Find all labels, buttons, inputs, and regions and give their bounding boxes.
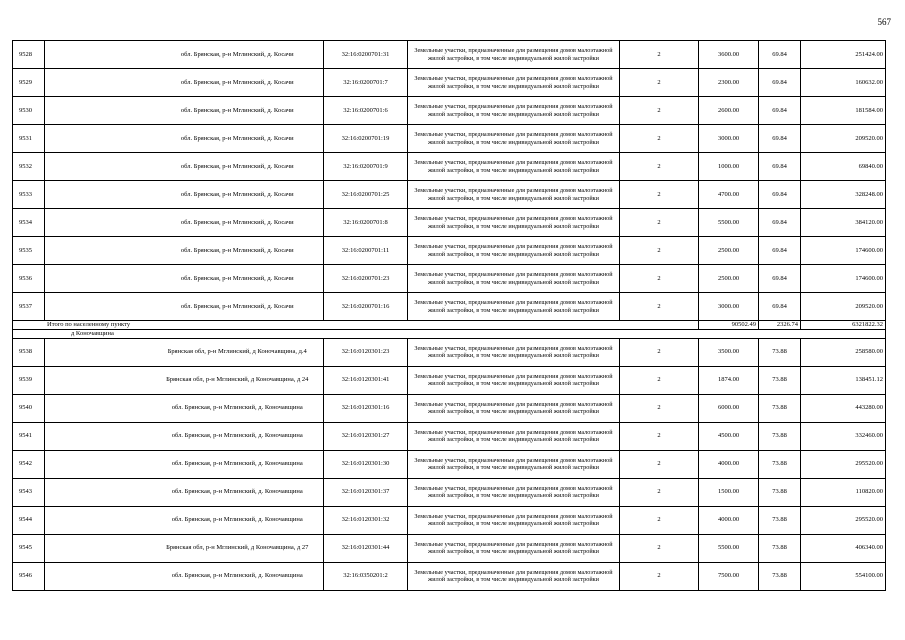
table-row <box>13 478 886 506</box>
row-number: 9541 <box>13 422 45 450</box>
address-cell: обл. Брянская, р-н Мглинский, д. Косачи <box>152 69 324 97</box>
table-row <box>13 338 886 366</box>
address-cell: обл. Брянская, р-н Мглинский, д. Коночавщина <box>152 506 324 534</box>
area-cell: 5500.00 <box>699 534 759 562</box>
row-number: 9539 <box>13 366 45 394</box>
cadastral-value-cell: 110820.00 <box>801 478 886 506</box>
address-cell: обл. Брянская, р-н Мглинский, д. Коночавщина <box>152 394 324 422</box>
land-use-cell: Земельные участки, предназначенные для размещения домов малоэтажной жилой застройки, в том числе индивидуальной жилой застройки <box>408 153 620 181</box>
rate-cell: 69.84 <box>759 237 801 265</box>
table-row <box>13 422 886 450</box>
table-row <box>13 450 886 478</box>
row-number: 9534 <box>13 209 45 237</box>
empty-cell <box>45 153 152 181</box>
empty-cell <box>45 534 152 562</box>
subtotal-section <box>13 321 886 339</box>
group-cell: 2 <box>620 237 699 265</box>
subtotal-rate: 2326.74 <box>759 321 801 330</box>
page-number: 567 <box>877 17 891 27</box>
cadastral-number-cell: 32:16:0120301:27 <box>324 422 408 450</box>
rate-cell: 73.88 <box>759 450 801 478</box>
land-use-cell: Земельные участки, предназначенные для размещения домов малоэтажной жилой застройки, в том числе индивидуальной жилой застройки <box>408 478 620 506</box>
group-cell: 2 <box>620 450 699 478</box>
area-cell: 4500.00 <box>699 422 759 450</box>
cadastral-value-cell: 295520.00 <box>801 506 886 534</box>
area-cell: 6000.00 <box>699 394 759 422</box>
locality-header-row <box>13 330 886 339</box>
row-number: 9532 <box>13 153 45 181</box>
land-use-cell: Земельные участки, предназначенные для размещения домов малоэтажной жилой застройки, в том числе индивидуальной жилой застройки <box>408 237 620 265</box>
land-use-cell: Земельные участки, предназначенные для размещения домов малоэтажной жилой застройки, в том числе индивидуальной жилой застройки <box>408 562 620 590</box>
cadastral-number-cell: 32:16:0200701:7 <box>324 69 408 97</box>
row-number: 9538 <box>13 338 45 366</box>
cadastral-value-cell: 332460.00 <box>801 422 886 450</box>
cadastral-value-cell: 251424.00 <box>801 41 886 69</box>
table-row <box>13 237 886 265</box>
group-cell: 2 <box>620 506 699 534</box>
rate-cell: 73.88 <box>759 422 801 450</box>
land-use-cell: Земельные участки, предназначенные для размещения домов малоэтажной жилой застройки, в том числе индивидуальной жилой застройки <box>408 265 620 293</box>
group-cell: 2 <box>620 153 699 181</box>
subtotal-value: 6321822.32 <box>801 321 886 330</box>
row-number: 9536 <box>13 265 45 293</box>
empty-cell <box>45 338 152 366</box>
cadastral-number-cell: 32:16:0120301:41 <box>324 366 408 394</box>
address-cell: обл. Брянская, р-н Мглинский, д. Коночавщина <box>152 478 324 506</box>
rate-cell: 69.84 <box>759 153 801 181</box>
rate-cell: 73.88 <box>759 338 801 366</box>
rate-cell: 69.84 <box>759 293 801 321</box>
row-number: 9537 <box>13 293 45 321</box>
row-number: 9535 <box>13 237 45 265</box>
cadastral-value-cell: 69840.00 <box>801 153 886 181</box>
empty-cell <box>45 506 152 534</box>
cadastral-number-cell: 32:16:0350201:2 <box>324 562 408 590</box>
group-cell: 2 <box>620 69 699 97</box>
table-body-locality-kosachi <box>13 41 886 321</box>
address-cell: обл. Брянская, р-н Мглинский, д. Косачи <box>152 153 324 181</box>
cadastral-number-cell: 32:16:0200701:8 <box>324 209 408 237</box>
empty-cell <box>45 41 152 69</box>
cadastral-value-cell: 328248.00 <box>801 181 886 209</box>
row-number: 9530 <box>13 97 45 125</box>
empty-cell <box>45 237 152 265</box>
land-use-cell: Земельные участки, предназначенные для размещения домов малоэтажной жилой застройки, в том числе индивидуальной жилой застройки <box>408 209 620 237</box>
row-number: 9545 <box>13 534 45 562</box>
row-number: 9533 <box>13 181 45 209</box>
rate-cell: 73.88 <box>759 366 801 394</box>
group-cell: 2 <box>620 562 699 590</box>
table-row <box>13 181 886 209</box>
subtotal-row <box>13 321 886 330</box>
address-cell: обл. Брянская, р-н Мглинский, д. Косачи <box>152 237 324 265</box>
cadastral-value-table <box>12 40 886 591</box>
rate-cell: 69.84 <box>759 41 801 69</box>
empty-cell <box>45 422 152 450</box>
cadastral-number-cell: 32:16:0200701:19 <box>324 125 408 153</box>
group-cell: 2 <box>620 422 699 450</box>
address-cell: обл. Брянская, р-н Мглинский, д. Косачи <box>152 209 324 237</box>
table-row <box>13 534 886 562</box>
area-cell: 4700.00 <box>699 181 759 209</box>
row-number: 9528 <box>13 41 45 69</box>
address-cell: Брянская обл, р-н Мглинский, д Коночавщина, д.4 <box>152 338 324 366</box>
address-cell: обл. Брянская, р-н Мглинский, д. Коночавщина <box>152 450 324 478</box>
table-body-locality-konochavshchina <box>13 338 886 590</box>
rate-cell: 69.84 <box>759 69 801 97</box>
group-cell: 2 <box>620 41 699 69</box>
row-number: 9546 <box>13 562 45 590</box>
table-row <box>13 394 886 422</box>
cadastral-number-cell: 32:16:0200701:16 <box>324 293 408 321</box>
rate-cell: 69.84 <box>759 97 801 125</box>
table-row <box>13 209 886 237</box>
cadastral-number-cell: 32:16:0120301:23 <box>324 338 408 366</box>
land-use-cell: Земельные участки, предназначенные для размещения домов малоэтажной жилой застройки, в том числе индивидуальной жилой застройки <box>408 534 620 562</box>
area-cell: 3500.00 <box>699 338 759 366</box>
rate-cell: 69.84 <box>759 265 801 293</box>
address-cell: обл. Брянская, р-н Мглинский, д. Косачи <box>152 41 324 69</box>
cadastral-value-cell: 443280.00 <box>801 394 886 422</box>
locality-name: д Коночавщина <box>13 330 886 339</box>
empty-cell <box>45 181 152 209</box>
area-cell: 2500.00 <box>699 237 759 265</box>
table-row <box>13 366 886 394</box>
empty-cell <box>45 209 152 237</box>
cadastral-value-cell: 138451.12 <box>801 366 886 394</box>
cadastral-value-cell: 295520.00 <box>801 450 886 478</box>
area-cell: 1000.00 <box>699 153 759 181</box>
address-cell: обл. Брянская, р-н Мглинский, д. Косачи <box>152 293 324 321</box>
land-use-cell: Земельные участки, предназначенные для размещения домов малоэтажной жилой застройки, в том числе индивидуальной жилой застройки <box>408 181 620 209</box>
rate-cell: 73.88 <box>759 562 801 590</box>
rate-cell: 69.84 <box>759 181 801 209</box>
group-cell: 2 <box>620 366 699 394</box>
group-cell: 2 <box>620 338 699 366</box>
cadastral-value-cell: 160632.00 <box>801 69 886 97</box>
cadastral-value-cell: 174600.00 <box>801 237 886 265</box>
address-cell: Брянская обл, р-н Мглинский, д Коночавщина, д 27 <box>152 534 324 562</box>
area-cell: 3600.00 <box>699 41 759 69</box>
empty-cell <box>45 69 152 97</box>
group-cell: 2 <box>620 265 699 293</box>
table-row <box>13 506 886 534</box>
table-row <box>13 153 886 181</box>
group-cell: 2 <box>620 97 699 125</box>
cadastral-value-cell: 209520.00 <box>801 293 886 321</box>
area-cell: 3000.00 <box>699 293 759 321</box>
group-cell: 2 <box>620 181 699 209</box>
rate-cell: 73.88 <box>759 394 801 422</box>
table-row <box>13 562 886 590</box>
cadastral-number-cell: 32:16:0200701:6 <box>324 97 408 125</box>
table-row <box>13 97 886 125</box>
empty-cell <box>45 394 152 422</box>
land-use-cell: Земельные участки, предназначенные для размещения домов малоэтажной жилой застройки, в том числе индивидуальной жилой застройки <box>408 366 620 394</box>
row-number: 9540 <box>13 394 45 422</box>
empty-cell <box>45 366 152 394</box>
address-cell: обл. Брянская, р-н Мглинский, д. Коночавщина <box>152 422 324 450</box>
group-cell: 2 <box>620 125 699 153</box>
area-cell: 1874.00 <box>699 366 759 394</box>
cadastral-number-cell: 32:16:0200701:11 <box>324 237 408 265</box>
rate-cell: 73.88 <box>759 534 801 562</box>
land-use-cell: Земельные участки, предназначенные для размещения домов малоэтажной жилой застройки, в том числе индивидуальной жилой застройки <box>408 293 620 321</box>
subtotal-label: Итого по населенному пункту <box>13 321 408 330</box>
rate-cell: 73.88 <box>759 506 801 534</box>
cadastral-value-cell: 554100.00 <box>801 562 886 590</box>
address-cell: Брянская обл, р-н Мглинский, д Коночавщина, д 24 <box>152 366 324 394</box>
table-row <box>13 265 886 293</box>
group-cell: 2 <box>620 209 699 237</box>
land-use-cell: Земельные участки, предназначенные для размещения домов малоэтажной жилой застройки, в том числе индивидуальной жилой застройки <box>408 125 620 153</box>
empty-cell <box>45 97 152 125</box>
cadastral-value-cell: 181584.00 <box>801 97 886 125</box>
address-cell: обл. Брянская, р-н Мглинский, д. Косачи <box>152 125 324 153</box>
empty-cell <box>45 125 152 153</box>
area-cell: 4000.00 <box>699 450 759 478</box>
empty-cell <box>45 450 152 478</box>
area-cell: 3000.00 <box>699 125 759 153</box>
group-cell: 2 <box>620 534 699 562</box>
empty-cell <box>45 562 152 590</box>
cadastral-number-cell: 32:16:0200701:9 <box>324 153 408 181</box>
land-use-cell: Земельные участки, предназначенные для размещения домов малоэтажной жилой застройки, в том числе индивидуальной жилой застройки <box>408 450 620 478</box>
address-cell: обл. Брянская, р-н Мглинский, д. Косачи <box>152 97 324 125</box>
row-number: 9531 <box>13 125 45 153</box>
rate-cell: 69.84 <box>759 209 801 237</box>
cadastral-number-cell: 32:16:0120301:44 <box>324 534 408 562</box>
table-row <box>13 69 886 97</box>
table-row <box>13 41 886 69</box>
empty-cell <box>45 293 152 321</box>
address-cell: обл. Брянская, р-н Мглинский, д. Косачи <box>152 265 324 293</box>
address-cell: обл. Брянская, р-н Мглинский, д. Коночавщина <box>152 562 324 590</box>
row-number: 9544 <box>13 506 45 534</box>
cadastral-value-cell: 384120.00 <box>801 209 886 237</box>
land-use-cell: Земельные участки, предназначенные для размещения домов малоэтажной жилой застройки, в том числе индивидуальной жилой застройки <box>408 41 620 69</box>
area-cell: 1500.00 <box>699 478 759 506</box>
row-number: 9529 <box>13 69 45 97</box>
subtotal-area: 90502.49 <box>699 321 759 330</box>
address-cell: обл. Брянская, р-н Мглинский, д. Косачи <box>152 181 324 209</box>
cadastral-value-cell: 258580.00 <box>801 338 886 366</box>
cadastral-value-cell: 209520.00 <box>801 125 886 153</box>
cadastral-number-cell: 32:16:0120301:30 <box>324 450 408 478</box>
cadastral-value-cell: 174600.00 <box>801 265 886 293</box>
cadastral-number-cell: 32:16:0200701:31 <box>324 41 408 69</box>
land-use-cell: Земельные участки, предназначенные для размещения домов малоэтажной жилой застройки, в том числе индивидуальной жилой застройки <box>408 506 620 534</box>
row-number: 9542 <box>13 450 45 478</box>
rate-cell: 69.84 <box>759 125 801 153</box>
area-cell: 4000.00 <box>699 506 759 534</box>
group-cell: 2 <box>620 394 699 422</box>
cadastral-number-cell: 32:16:0120301:32 <box>324 506 408 534</box>
land-use-cell: Земельные участки, предназначенные для размещения домов малоэтажной жилой застройки, в том числе индивидуальной жилой застройки <box>408 69 620 97</box>
land-use-cell: Земельные участки, предназначенные для размещения домов малоэтажной жилой застройки, в том числе индивидуальной жилой застройки <box>408 338 620 366</box>
group-cell: 2 <box>620 478 699 506</box>
cadastral-value-cell: 406340.00 <box>801 534 886 562</box>
cadastral-number-cell: 32:16:0200701:23 <box>324 265 408 293</box>
group-cell: 2 <box>620 293 699 321</box>
area-cell: 7500.00 <box>699 562 759 590</box>
table-row <box>13 125 886 153</box>
table-row <box>13 293 886 321</box>
land-use-cell: Земельные участки, предназначенные для размещения домов малоэтажной жилой застройки, в том числе индивидуальной жилой застройки <box>408 422 620 450</box>
area-cell: 5500.00 <box>699 209 759 237</box>
rate-cell: 73.88 <box>759 478 801 506</box>
row-number: 9543 <box>13 478 45 506</box>
empty-cell <box>45 265 152 293</box>
area-cell: 2500.00 <box>699 265 759 293</box>
area-cell: 2600.00 <box>699 97 759 125</box>
cadastral-number-cell: 32:16:0120301:16 <box>324 394 408 422</box>
land-use-cell: Земельные участки, предназначенные для размещения домов малоэтажной жилой застройки, в том числе индивидуальной жилой застройки <box>408 394 620 422</box>
empty-cell <box>45 478 152 506</box>
land-use-cell: Земельные участки, предназначенные для размещения домов малоэтажной жилой застройки, в том числе индивидуальной жилой застройки <box>408 97 620 125</box>
area-cell: 2300.00 <box>699 69 759 97</box>
cadastral-number-cell: 32:16:0200701:25 <box>324 181 408 209</box>
cadastral-number-cell: 32:16:0120301:37 <box>324 478 408 506</box>
